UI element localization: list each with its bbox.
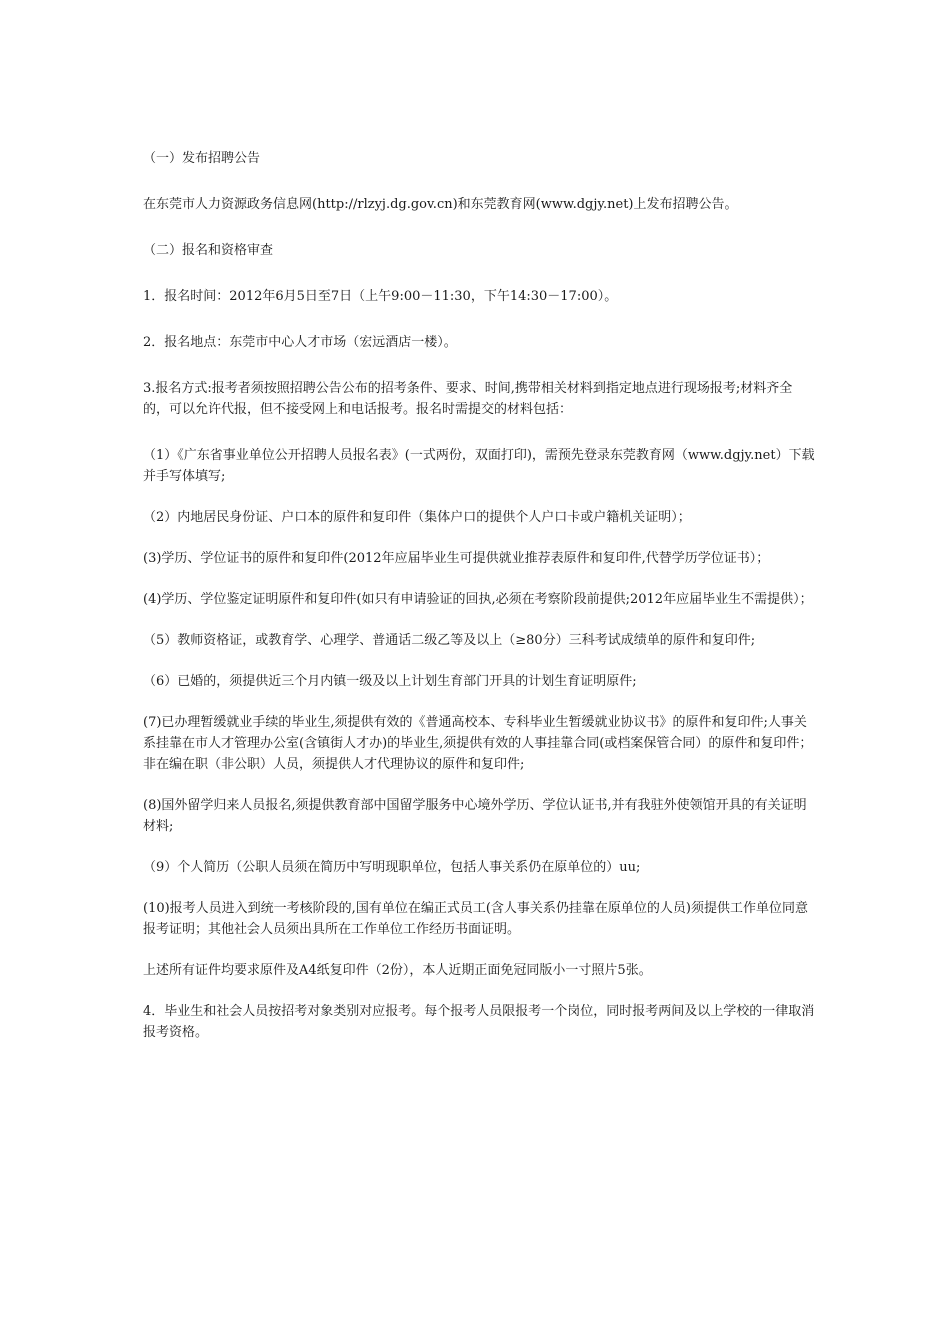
list-item-8: (8)国外留学归来人员报名,须提供教育部中国留学服务中心境外学历、学位认证书,并有我驻外使领馆开具的有关证明材料;	[143, 798, 807, 834]
list-item-10: (10)报考人员进入到统一考核阶段的,国有单位在编正式员工(含人事关系仍挂靠在原单位的人员)须提供工作单位同意报考证明；其他社会人员须出具所在工作单位工作经历书面证明。	[143, 901, 808, 937]
paragraph-registration-time: 1．报名时间：2012年6月5日至7日（上午9:00－11:30，下午14:30－17:00）。	[143, 289, 618, 304]
list-item-4: (4)学历、学位鉴定证明原件和复印件(如只有申请验证的回执,必须在考察阶段前提供;2012年应届毕业生不需提供）；	[143, 592, 813, 607]
list-item-5: （5）教师资格证，或教育学、心理学、普通话二级乙等及以上（≥80分）三科考试成绩单的原件和复印件;	[143, 633, 756, 648]
paragraph-publish-websites: 在东莞市人力资源政务信息网(http://rlzyj.dg.gov.cn)和东莞教育网(www.dgjy.net)上发布招聘公告。	[143, 197, 738, 212]
section-heading-publish-notice: （一）发布招聘公告	[143, 151, 261, 166]
list-item-9: （9）个人简历（公职人员须在简历中写明现职单位，包括人事关系仍在原单位的）uu;	[143, 860, 641, 875]
paragraph-registration-method: 3.报名方式:报考者须按照招聘公告公布的招考条件、要求、时间,携带相关材料到指定地点进行现场报考;材料齐全的，可以允许代报，但不接受网上和电话报考。报名时需提交的材料包括：	[143, 381, 793, 417]
list-item-3: (3)学历、学位证书的原件和复印件(2012年应届毕业生可提供就业推荐表原件和复印件,代替学历学位证书）；	[143, 551, 770, 566]
list-item-7: (7)已办理暂缓就业手续的毕业生,须提供有效的《普通高校本、专科毕业生暂缓就业协议书》的原件和复印件;人事关系挂靠在市人才管理办公室(含镇街人才办)的毕业生,须提供有效的人事挂靠合同(或档案保管合同）的原件和复印件；非在编在职（非公职）人员，须提供人才代理协议的原件和复印件;	[143, 715, 813, 772]
paragraph-application-rule: 4．毕业生和社会人员按招考对象类别对应报考。每个报考人员限报考一个岗位，同时报考两间及以上学校的一律取消报考资格。	[143, 1004, 815, 1040]
section-heading-registration: （二）报名和资格审查	[143, 243, 274, 258]
list-item-1: （1）《广东省事业单位公开招聘人员报名表》(一式两份，双面打印)，需预先登录东莞教育网（www.dgjy.net）下载并手写体填写;	[143, 448, 815, 484]
list-item-6: （6）已婚的，须提供近三个月内镇一级及以上计划生育部门开具的计划生育证明原件;	[143, 674, 637, 689]
paragraph-registration-location: 2．报名地点：东莞市中心人才市场（宏远酒店一楼）。	[143, 335, 457, 350]
document-body	[143, 148, 818, 1043]
paragraph-documents-requirement: 上述所有证件均要求原件及A4纸复印件（2份），本人近期正面免冠同版小一寸照片5张。	[143, 963, 652, 978]
list-item-2: （2）内地居民身份证、户口本的原件和复印件（集体户口的提供个人户口卡或户籍机关证明）；	[143, 510, 691, 525]
